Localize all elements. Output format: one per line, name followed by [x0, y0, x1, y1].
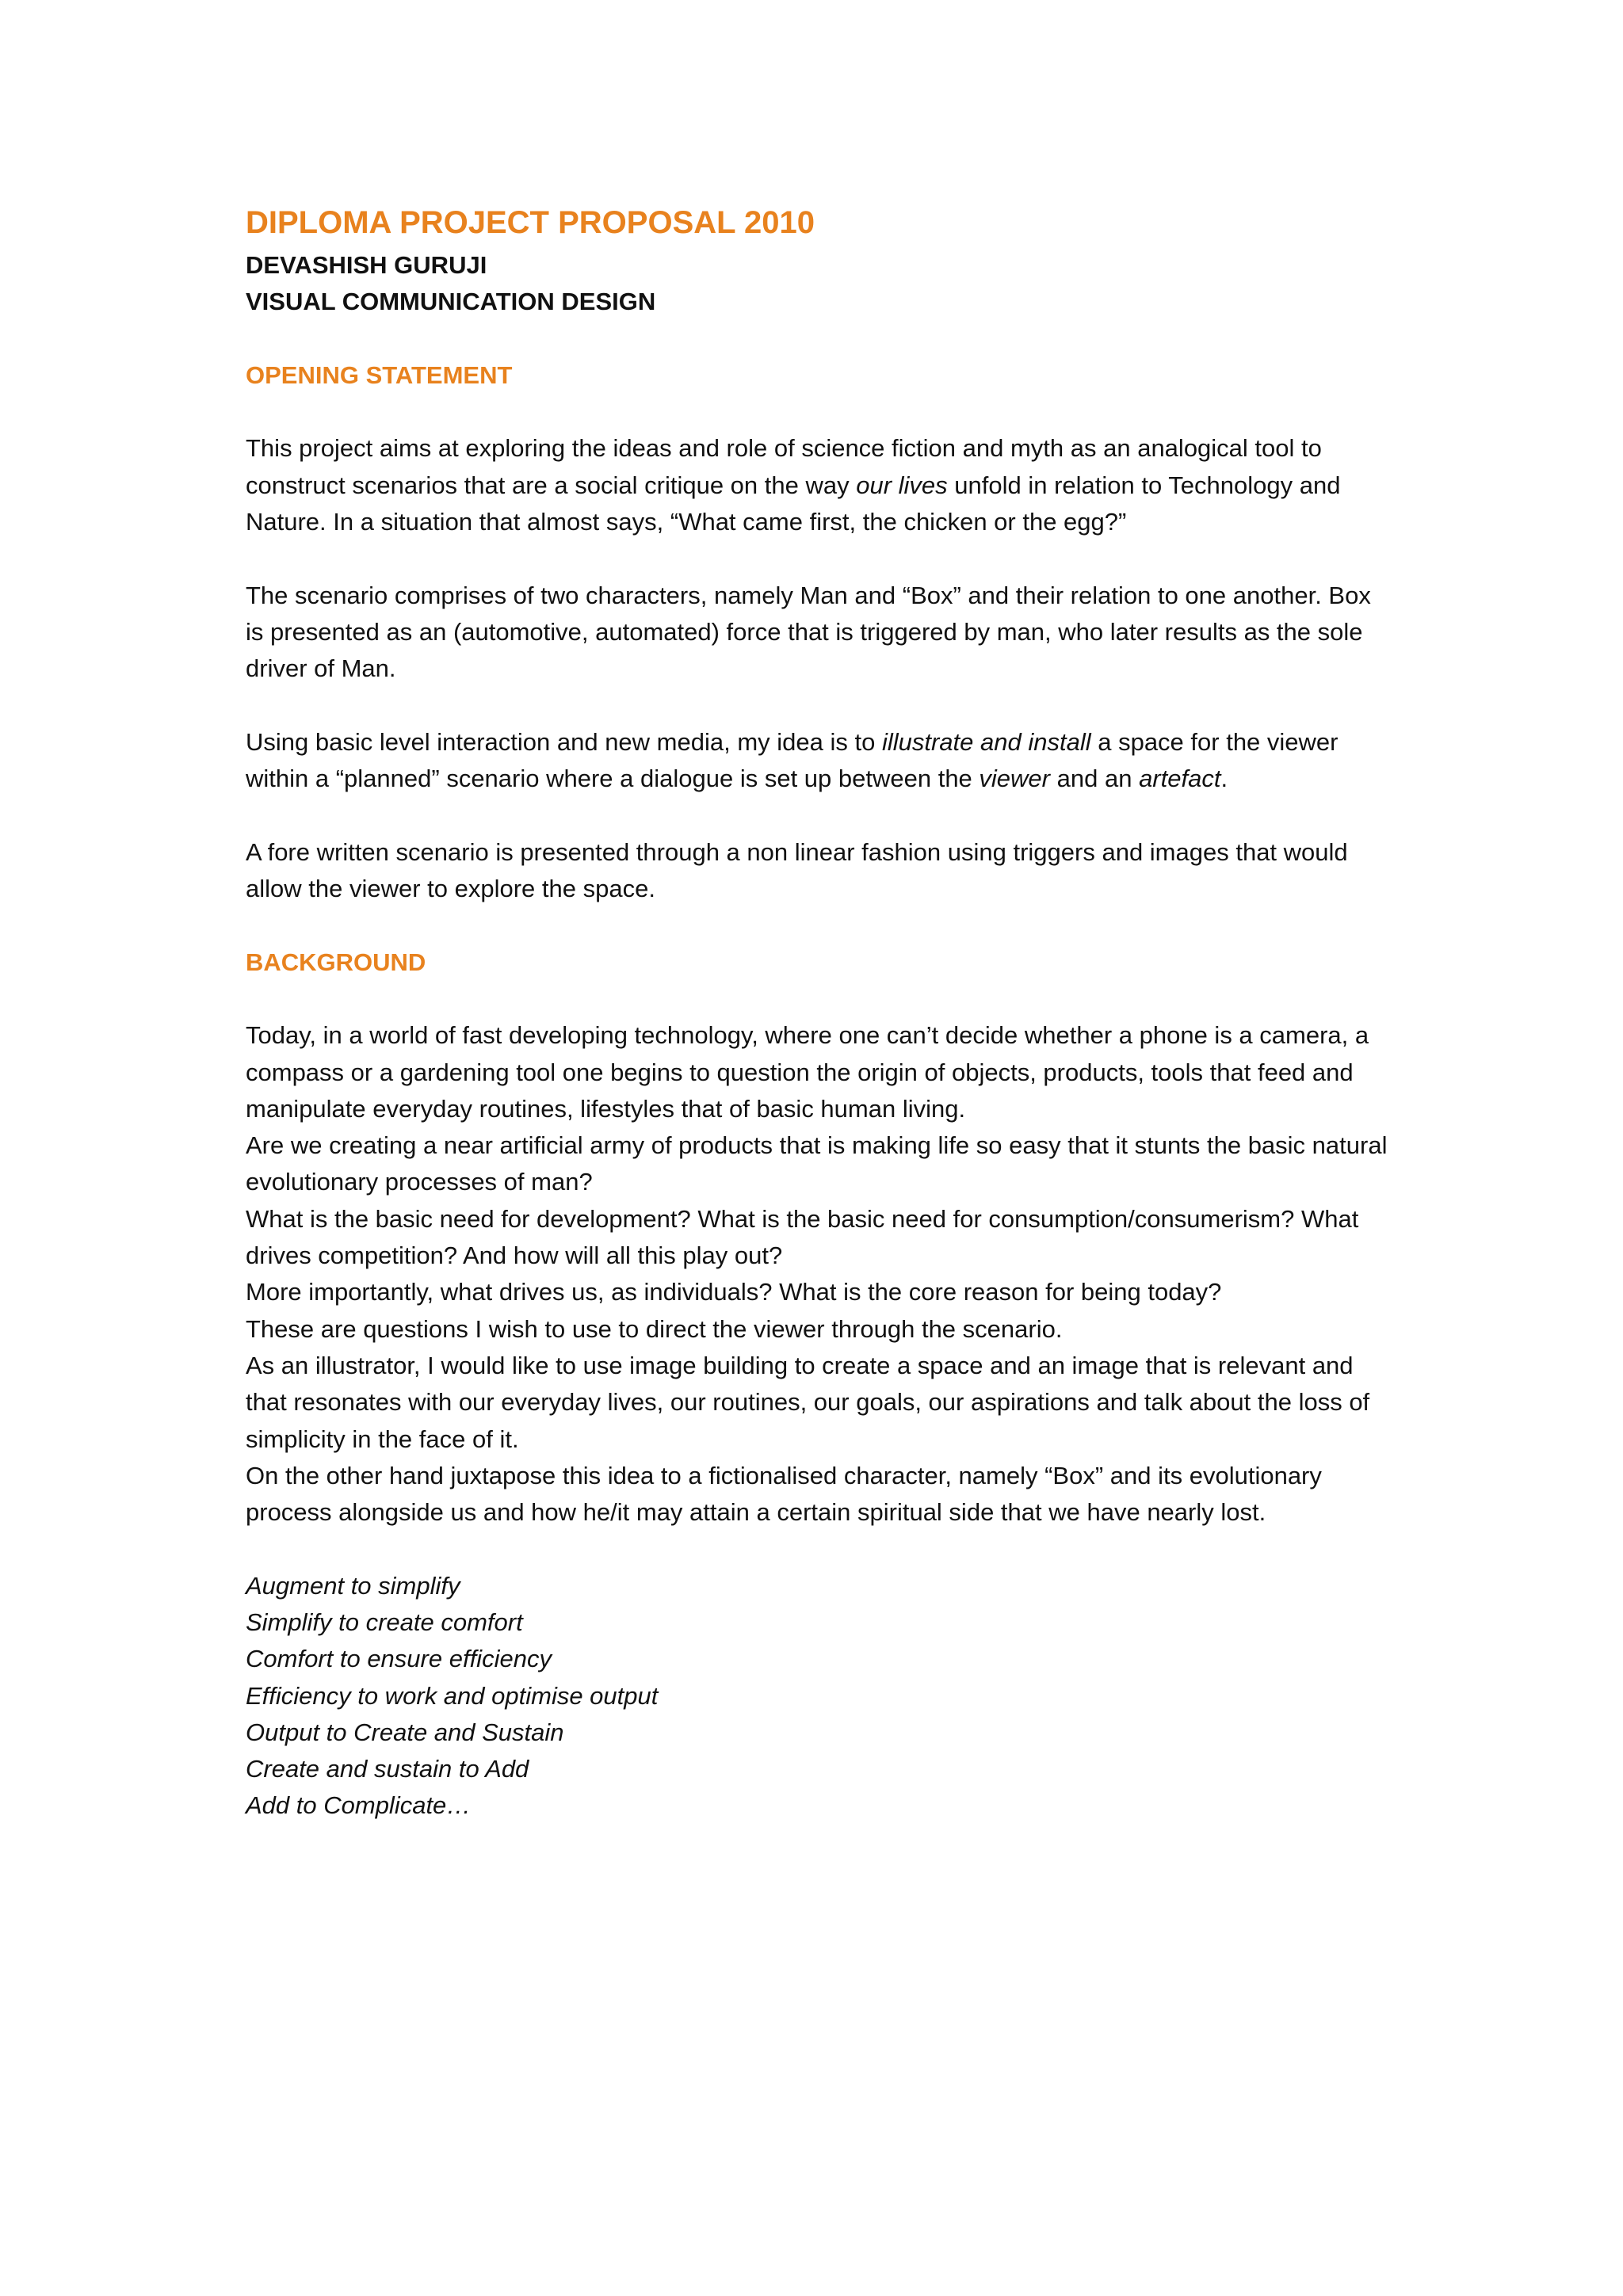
poem-line: Augment to simplify [246, 1571, 460, 1600]
department-name: VISUAL COMMUNICATION DESIGN [246, 288, 656, 316]
spacer [246, 394, 1395, 430]
emphasis-text: artefact [1139, 765, 1221, 793]
text-run: Using basic level interaction and new media, my idea is to [246, 727, 882, 756]
poem-block [246, 1568, 1395, 1825]
poem-line: Comfort to ensure efficiency [246, 1645, 552, 1673]
background-paragraph-7: On the other hand juxtapose this idea to a fictionalised character, namely “Box” and its evolutionary process alongside us and how he/it may attain a certain spiritual side that we have nearly lost. [246, 1461, 1322, 1527]
document-title: DIPLOMA PROJECT PROPOSAL 2010 [246, 205, 815, 240]
spacer [246, 321, 1395, 357]
opening-paragraph-4: A fore written scenario is presented through a non linear fashion using triggers and images that would allow the viewer to explore the space. [246, 837, 1348, 903]
text-run: unfold in relation to Technology and Nature. In a situation that almost says, “What came first, the chicken or the egg?” [246, 471, 1341, 536]
spacer [246, 907, 1395, 944]
opening-paragraph-3 [246, 724, 1395, 798]
background-paragraph-5: These are questions I wish to use to direct the viewer through the scenario. [246, 1314, 1063, 1343]
spacer [246, 1531, 1395, 1567]
background-paragraph-3: What is the basic need for development? What is the basic need for consumption/consumerism? What drives competition? And how will all this play out? [246, 1204, 1359, 1270]
poem-line: Add to Complicate… [246, 1791, 472, 1820]
background-paragraph-1: Today, in a world of fast developing technology, where one can’t decide whether a phone is a camera, a compass or a gardening tool one begins to question the origin of objects, products, tools that feed and manipulate everyday routines, lifestyles that of basic human living. [246, 1021, 1369, 1123]
emphasis-text: illustrate and install [881, 727, 1091, 756]
background-paragraph-6: As an illustrator, I would like to use image building to create a space and an image that is relevant and that resonates with our everyday lives, our routines, our goals, our aspirations and talk about the loss of simplicity in the face of it. [246, 1351, 1370, 1453]
author-name: DEVASHISH GURUJI [246, 251, 487, 279]
opening-statement-heading: OPENING STATEMENT [246, 360, 513, 389]
poem-line: Create and sustain to Add [246, 1755, 529, 1783]
emphasis-text: our lives [856, 471, 948, 499]
spacer [246, 688, 1395, 724]
background-heading: BACKGROUND [246, 948, 426, 976]
text-run: and an [1050, 765, 1140, 793]
spacer [246, 797, 1395, 833]
background-paragraph-2: Are we creating a near artificial army of products that is making life so easy that it stunts the basic natural evolutionary processes of man? [246, 1131, 1388, 1196]
poem-line: Simplify to create comfort [246, 1608, 523, 1636]
poem-line: Output to Create and Sustain [246, 1718, 564, 1746]
emphasis-text: viewer [979, 765, 1051, 793]
poem-line: Efficiency to work and optimise output [246, 1681, 659, 1710]
opening-paragraph-2: The scenario comprises of two characters, namely Man and “Box” and their relation to one another. Box is presented as an (automotive, automated) force that is triggered by man, who later results as the sole driver of Man. [246, 581, 1371, 683]
spacer [246, 540, 1395, 577]
document-page [246, 198, 1395, 1825]
opening-paragraph-1 [246, 430, 1395, 540]
background-paragraph-4: More importantly, what drives us, as individuals? What is the core reason for being today? [246, 1278, 1222, 1306]
text-run: This project aims at exploring the ideas and role of science fiction and myth as an analogical tool to construct scenarios that are a social critique on the way [246, 434, 1322, 499]
text-run: . [1220, 765, 1228, 793]
text-run: a space for the viewer within a “planned” scenario where a dialogue is set up between the [246, 727, 1338, 793]
spacer [246, 981, 1395, 1017]
